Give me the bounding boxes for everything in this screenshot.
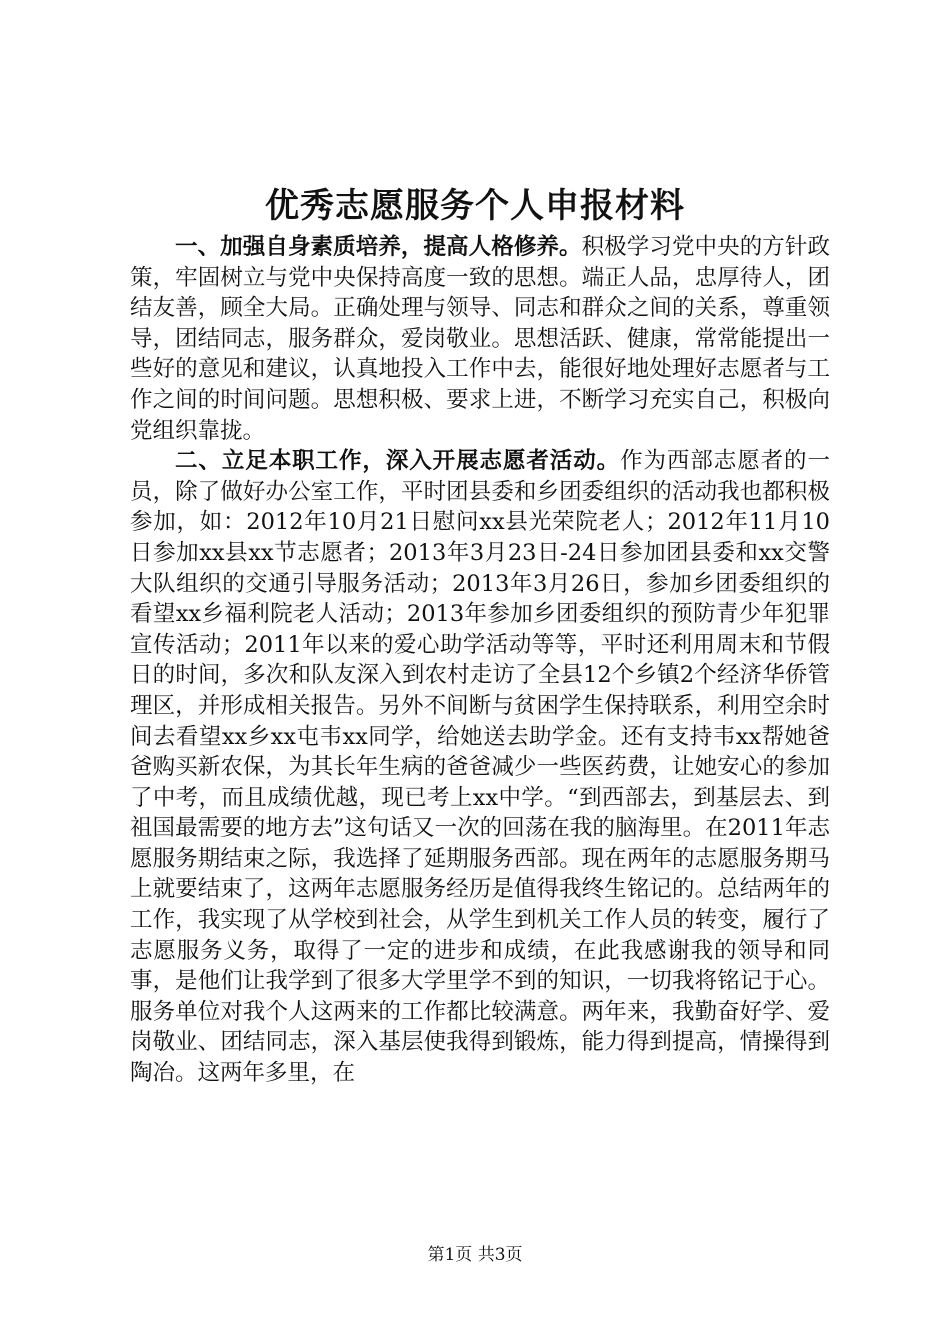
page-number-footer: 第1页 共3页 <box>427 1245 523 1265</box>
paragraph-text: 积极学习党中央的方针政策，牢固树立与党中央保持高度一致的思想。端正人品，忠厚待人，团结友善，顾全大局。正确处理与领导、同志和群众之间的关系，尊重领导，团结同志，服务群众，爱岗敬业。思想活跃、健康，常常能提出一些好的意见和建议，认真地投入工作中去，能很好地处理好志愿者与工作之间的时间问题。思想积极、要求上进，不断学习充实自己，积极向党组织靠拢。 <box>130 234 830 444</box>
document-title: 优秀志愿服务个人申报材料 <box>265 186 685 226</box>
paragraph-heading: 二、立足本职工作，深入开展志愿者活动。 <box>175 448 621 475</box>
paragraph-heading: 一、加强自身素质培养，提高人格修养。 <box>175 234 582 260</box>
document-body <box>130 232 830 1089</box>
paragraph-self-cultivation <box>130 232 830 446</box>
paragraph-volunteer-activities <box>130 446 830 1088</box>
paragraph-text: 作为西部志愿者的一员，除了做好办公室工作，平时团县委和乡团委组织的活动我也都积极参加，如：2012年10月21日慰问xx县光荣院老人；2012年11月10日参加xx县xx节志愿者；2013年3月23日-24日参加团县委和xx交警大队组织的交通引导服务活动；2013年3月26日，参加乡团委组织的看望xx乡福利院老人活动；2013年参加乡团委组织的预防青少年犯罪宣传活动；2011年以来的爱心助学活动等等，平时还利用周末和节假日的时间，多次和队友深入到农村走访了全县12个乡镇2个经济华侨管理区，并形成相关报告。另外不间断与贫困学生保持联系，利用空余时间去看望xx乡xx屯韦xx同学，给她送去助学金。还有支持韦xx帮她爸爸购买新农保，为其长年生病的爸爸减少一些医药费，让她安心的参加了中考，而且成绩优越，现已考上xx中学。“到西部去，到基层去、到祖国最需要的地方去”这句话又一次的回荡在我的脑海里。在2011年志愿服务期结束之际，我选择了延期服务西部。现在两年的志愿服务期马上就要结束了，这两年志愿服务经历是值得我终生铭记的。总结两年的工作，我实现了从学校到社会，从学生到机关工作人员的转变，履行了志愿服务义务，取得了一定的进步和成绩，在此我感谢我的领导和同事，是他们让我学到了很多大学里学不到的知识，一切我将铭记于心。服务单位对我个人这两来的工作都比较满意。两年来，我勤奋好学、爱岗敬业、团结同志，深入基层使我得到锻炼，能力得到提高，情操得到陶冶。这两年多里，在 <box>130 448 830 1087</box>
